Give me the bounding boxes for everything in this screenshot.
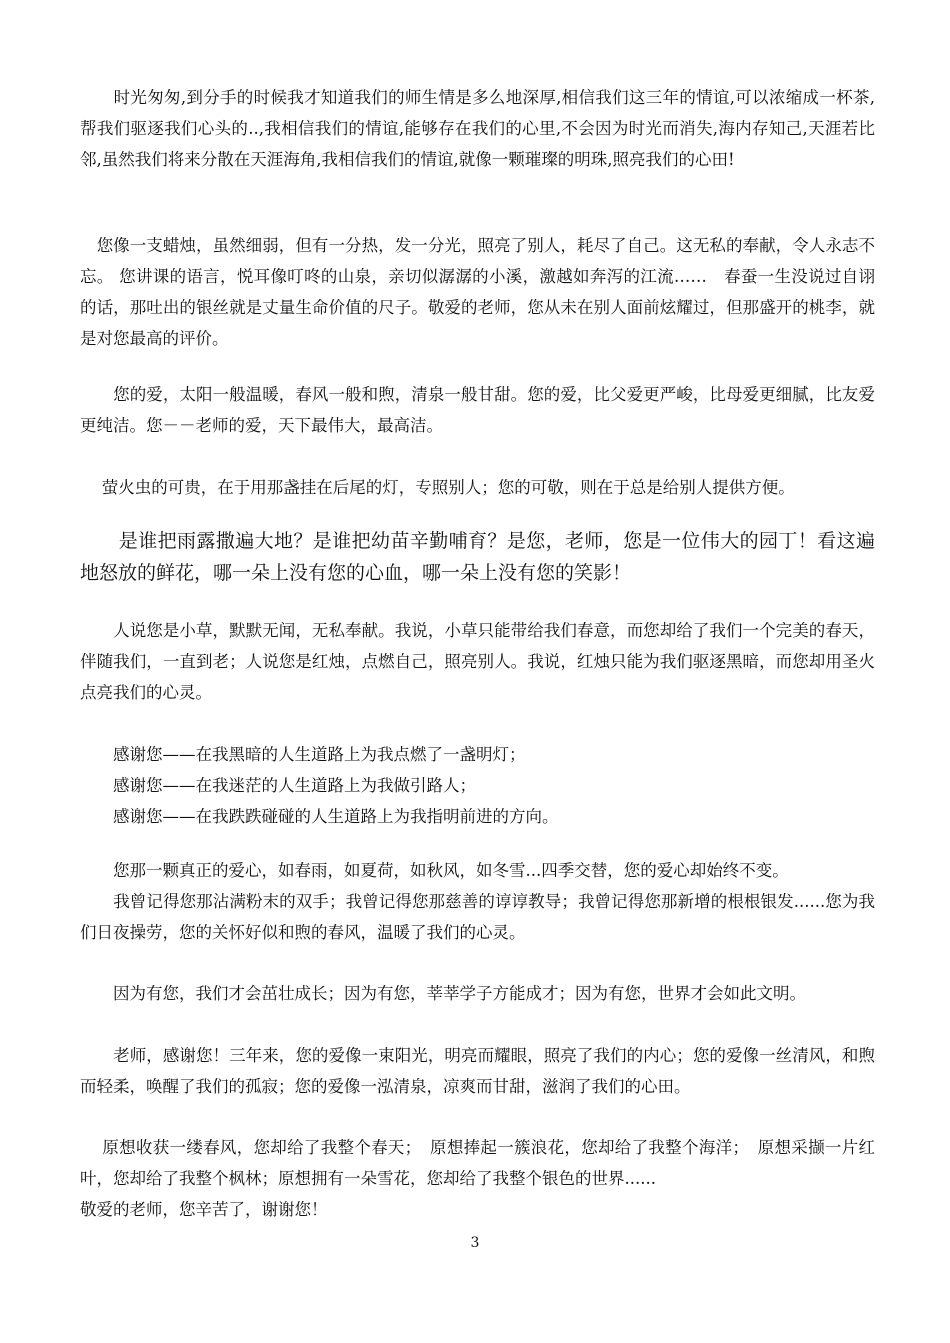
closing-line: 敬爱的老师，您辛苦了，谢谢您！ — [80, 1200, 328, 1219]
paragraph-3: 您的爱，太阳一般温暖，春风一般和煦，清泉一般甘甜。您的爱，比父爱更严峻，比母爱更细腻，比友爱更纯洁。您－－老师的爱，天下最伟大，最高洁。 — [80, 385, 875, 435]
paragraph-5: 是谁把雨露撒遍大地？是谁把幼苗辛勤哺育？是您，老师，您是一位伟大的园丁！看这遍地怒放的鲜花，哪一朵上没有您的心血，哪一朵上没有您的笑影！ — [80, 530, 875, 584]
page-number: 3 — [470, 1235, 480, 1251]
paragraph-8: 我曾记得您那沾满粉末的双手；我曾记得您那慈善的谆谆教导；我曾记得您那新增的根根银发......您为我们日夜操劳，您的关怀好似和煦的春风，温暖了我们的心灵。 — [80, 892, 875, 942]
paragraph-10: 老师，感谢您！三年来，您的爱像一束阳光，明亮而耀眼，照亮了我们的内心；您的爱像一丝清风，和煦而轻柔，唤醒了我们的孤寂；您的爱像一泓清泉，凉爽而甘甜，滋润了我们的心田。 — [80, 1046, 875, 1096]
paragraph-9: 因为有您，我们才会茁壮成长；因为有您，莘莘学子方能成才；因为有您，世界才会如此文明。 — [80, 984, 806, 1003]
thanks-line-1: 感谢您——在我黑暗的人生道路上为我点燃了一盏明灯； — [80, 745, 526, 764]
thanks-line-2: 感谢您——在我迷茫的人生道路上为我做引路人； — [80, 776, 476, 795]
thanks-line-3: 感谢您——在我跌跌碰碰的人生道路上为我指明前进的方向。 — [80, 807, 559, 826]
paragraph-6: 人说您是小草，默默无闻，无私奉献。我说，小草只能带给我们春意，而您却给了我们一个完美的春天，伴随我们，一直到老；人说您是红烛，点燃自己，照亮别人。我说，红烛只能为我们驱逐黑暗，而您却用圣火点亮我们的心灵。 — [80, 621, 875, 702]
paragraph-7: 您那一颗真正的爱心，如春雨，如夏荷，如秋风，如冬雪...四季交替，您的爱心却始终不变。 — [80, 861, 789, 880]
paragraph-1: 时光匆匆,到分手的时候我才知道我们的师生情是多么地深厚,相信我们这三年的情谊,可以浓缩成一杯茶,帮我们驱逐我们心头的..,我相信我们的情谊,能够存在我们的心里,不会因为时光而消失,海内存知己,天涯若比邻,虽然我们将来分散在天涯海角,我相信我们的情谊,就像一颗璀璨的明珠,照亮我们的心田! — [80, 88, 875, 169]
paragraph-4: 萤火虫的可贵，在于用那盏挂在后尾的灯，专照别人；您的可敬，则在于总是给别人提供方便。 — [80, 478, 795, 497]
paragraph-2: 您像一支蜡烛，虽然细弱，但有一分热，发一分光，照亮了别人，耗尽了自己。这无私的奉献，令人永志不忘。 您讲课的语言，悦耳像叮咚的山泉，亲切似潺潺的小溪，激越如奔泻的江流…… 春蚕一生没说过自诩的话，那吐出的银丝就是丈量生命价值的尺子。敬爱的老师，您从未在别人面前炫耀过，但那盛开的桃李，就是对您最高的评价。 — [80, 236, 875, 348]
paragraph-11: 原想收获一缕春风，您却给了我整个春天； 原想捧起一簇浪花，您却给了我整个海洋； 原想采撷一片红叶，您却给了我整个枫林；原想拥有一朵雪花，您却给了我整个银色的世界...... — [80, 1138, 875, 1188]
